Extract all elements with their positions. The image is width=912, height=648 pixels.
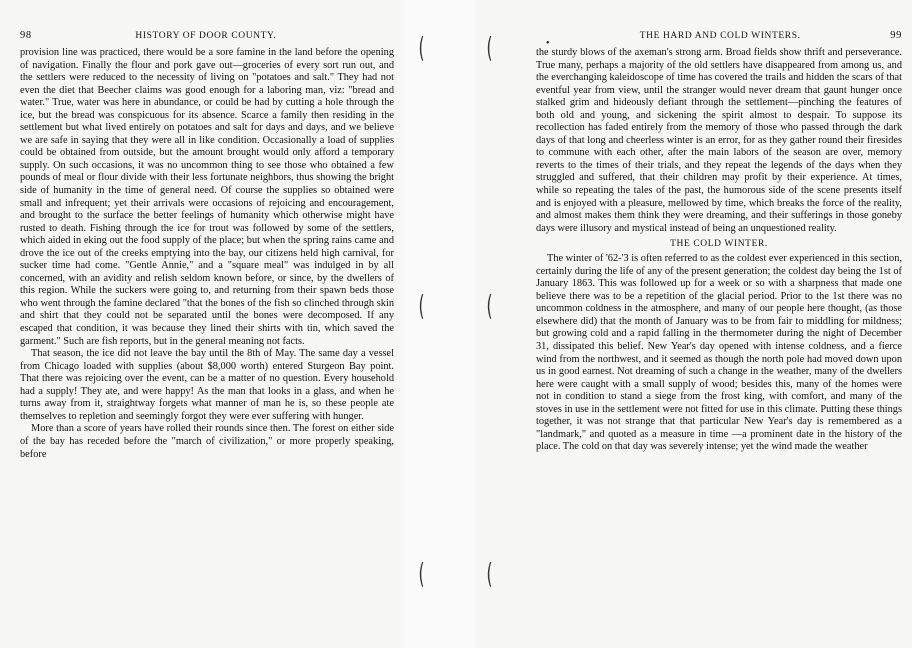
binding-ring-icon: ( [418, 557, 425, 590]
binding-gutter [404, 0, 474, 648]
left-paragraph-2: That season, the ice did not leave the bay until the 8th of May. The same day a vessel from Chicago loaded with supplies (about $8,000 worth) entered Sturgeon Bay point. That there was rejoicing over the event, can be a matter of no question. Every household had a supply! They ate, and were happy! As the man that looks in a glass, and when he turns away from it, straightway forgets what manner of man he is, so these people ate themselves to repletion and seemingly forgot they were ever suffering with hunger. [20, 348, 394, 422]
left-running-title: HISTORY OF DOOR COUNTY. [135, 31, 277, 41]
right-paragraph-1: the sturdy blows of the axeman's strong arm. Broad fields show thrift and perseverance. True many, perhaps a majority of the old settlers have disappeared from among us, and the everchanging kaleidoscope of time has covered the trails and hidden the scars of that eventful year from view, until the stranger would never dream that gaunt hunger once stalked grim and hideously defiant through the settlement—pinching the features of both old and young, and sickening the spirit almost to despair. To suppose its recollection has faded entirely from the memory of those who passed through the dark days of that long and cheerless winter is an error, for as they gather round their firesides to commune with each other, after the main labors of the season are over, memory reverts to the times of their trials, and they repeat the legends of the days when they struggled and suffered, that their children may profit by their experience. At times, while so repeating the tales of the past, the humorous side of the scene presents itself and is enjoyed with a pleasure, mellowed by time, which breaks the force of the reality, and almost makes them think they were dreaming, and their sufferings in those goneby days were illusory and mystical instead of being an unquestioned reality. [536, 47, 902, 234]
binding-ring-icon: ( [418, 31, 425, 64]
margin-dot-icon: • [546, 38, 550, 49]
left-paragraph-1: provision line was practiced, there would be a sore famine in the land before the opening of navigation. Finally the flour and pork gave out—groceries of every sort run out, and the settlers were reduced to the necessity of living on "potatoes and salt." They had not even the diet that Beecher claims was good enough for a laboring man, viz: "bread and water." True, water was here in abundance, or could be had by cutting a hole through the ice, but the bread was conspicuous for its absence. Scarce a family then residing in the settlement but what lived entirely on potatoes and salt for days and days, and we believe we are safe in saying that they were all in like condition. Occasionally a load of supplies could be obtained from outside, but the amount brought would only afford a temporary supply. On such occasions, it was no uncommon thing to see those who obtained a few pounds of meal or flour divide with their less fortunate neighbors, thus showing the bright side of humanity in the time of general need. Of course the supplies so obtained were small and infrequent; yet their arrivals were occasions of rejoicing and encouragement, and brought to the surface the better feelings of humanity which otherwise might have rusted to death. Fishing through the ice for trout was followed by some of the settlers, which aided in eking out the food supply of the place; but when the spring rains came and drove the ice out of the creeks emptying into the bay, our citizens held high carnival, for sucker time had come. "Gentle Annie," and a "square meal" was indulged in by all concerned, with an avidity and relish seldom known before, or since, by the dwellers of this region. While the suckers were going to, and returning from their spawn beds those who went through the famine declared "that the bones of the fish so clinched through skin and shirt that they could not be separated until the bones were decomposed. If any escaped that condition, it was because they lined their shirts with tin, which saved the garment." Such are fish reports, but in the general meaning not facts. [20, 47, 394, 347]
binding-ring-icon: ( [486, 31, 493, 64]
binding-ring-icon: ( [418, 289, 425, 322]
left-page-header [20, 30, 394, 41]
right-page-number: 99 [890, 30, 902, 41]
section-heading: THE COLD WINTER. [670, 239, 768, 250]
right-page-header [536, 30, 902, 41]
right-section-paragraph-1: The winter of '62-'3 is often referred to as the coldest ever experienced in this section, certainly during the life of any of the present generation; the coldest day being the 1st of January 1863. This was followed up for a week or so with a sharpness that made one believe there was to be a repetition of the glacial period. Prior to the 1st there was no uncommon coldness in the atmosphere, and many of our people here thought, (as those elsewhere did) that the month of January was to be from fair to middling for mildness; but growing cold and a rapid falling in the thermometer during the night of December 31, dissipated this belief. New Year's day opened with intense coldness, and a fierce wind from the northwest, and it seemed as though the north pole had moved down upon us in good earnest. Not dreaming of such a change in the weather, many of the dwellers here were caught with a small supply of wood; besides this, many of the homes were not in condition to stand a siege from the frost king, with comfort, and many of the stoves in use in the settlement were not fitted for use in this climate. Putting these things together, it was not strange that that particular New Year's day is remembered as a "landmark," and quoted as a measure in time —a prominent date in the history of the place. The cold on that day was severely intense; yet the wind made the weather [536, 253, 902, 453]
left-paragraph-3: More than a score of years have rolled their rounds since then. The forest on either side of the bay has receded before the "march of civilization," or more properly speaking, before [20, 423, 394, 460]
binding-ring-icon: ( [486, 557, 493, 590]
right-running-title: THE HARD AND COLD WINTERS. [639, 31, 801, 41]
left-page [0, 0, 404, 648]
binding-ring-icon: ( [486, 289, 493, 322]
left-page-number: 98 [20, 30, 32, 41]
right-page [474, 0, 912, 648]
